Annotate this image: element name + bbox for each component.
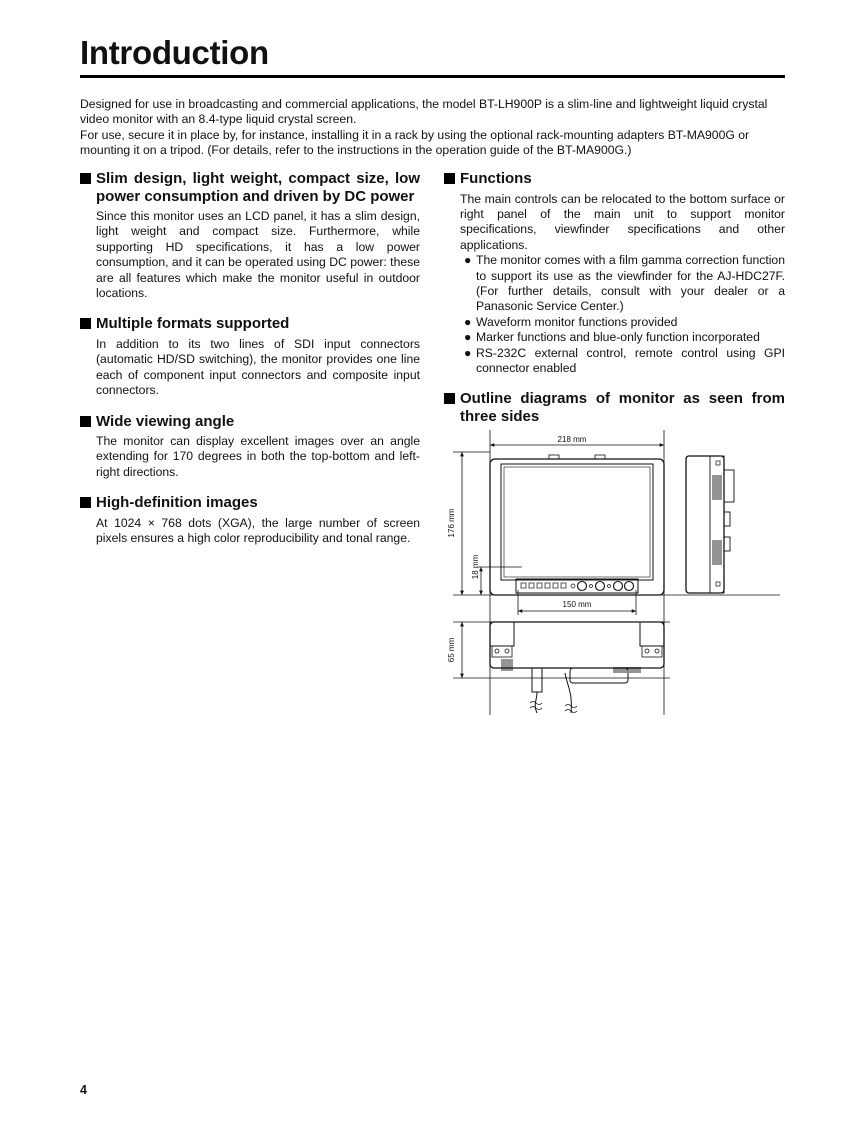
panel-button [561,583,566,588]
section-slim-design [80,170,420,301]
side-view [686,456,734,593]
panel-led [608,585,611,588]
panel-knob [596,582,605,591]
control-buttons [521,582,634,591]
section-body: Since this monitor uses an LCD panel, it has a slim design, light weight and compact size. Furthermore, while supporting HD specifications, it has a low power consumption, and it can be operated using DC power: these are all features which make the monitor useful in outdoor locations. [96,209,420,301]
cable-connector [532,668,542,692]
bullet-dot-icon: ● [464,253,472,268]
mount-hole-icon [655,649,659,653]
side-screw [716,582,720,586]
panel-button [521,583,526,588]
section-heading-text: High-definition images [96,494,258,512]
height-label: 176 mm [447,508,456,538]
bottom-view [490,622,664,713]
square-bullet-icon [80,416,91,427]
width-label: 218 mm [557,435,587,444]
square-bullet-icon [80,497,91,508]
page-title: Introduction [80,34,269,71]
section-body: At 1024 × 768 dots (XGA), the large number of screen pixels ensures a high color reproducibility and tonal range. [96,515,420,546]
outline-diagram [440,425,780,720]
section-wide-viewing-angle [80,413,420,481]
monitor-body [490,459,664,595]
section-body: In addition to its two lines of SDI input connectors (automatic HD/SD switching), the monitor provides one line each of component input connectors and composite input connectors. [96,336,420,398]
section-heading-text: Multiple formats supported [96,315,290,333]
section-multiple-formats [80,315,420,398]
bottom-ear [640,622,664,646]
panel-width-label: 150 mm [562,600,592,609]
list-item [460,315,785,330]
panel-knob [578,582,587,591]
bottom-connector-housing [570,668,628,683]
bottom-ear [490,622,514,646]
list-item-text: RS-232C external control, remote control using GPI connector enabled [476,345,785,375]
section-heading-text: Wide viewing angle [96,412,235,430]
section-body: The main controls can be relocated to the bottom surface or right panel of the main unit to support monitor specifications, viewfinder specifications and other applications. [460,191,785,252]
side-connector [724,512,730,526]
intro [80,97,785,159]
section-heading [80,170,420,205]
side-screw [716,461,720,465]
side-vents [713,475,721,565]
list-item-text: The monitor comes with a film gamma correction function to support its use as the viewfinder for the AJ-HDC27F. (For further details, consult with your dealer or a Panasonic Service Center.) [476,253,785,314]
list-item [460,330,785,345]
monitor-screen [501,464,653,580]
functions-list [460,253,785,376]
section-heading [80,413,420,431]
right-column [444,170,785,439]
side-connector [724,537,730,551]
bullet-dot-icon: ● [464,345,472,360]
bottom-body [490,622,664,668]
list-item-text: Waveform monitor functions provided [476,314,678,329]
panel-button [529,583,534,588]
left-column [80,170,420,561]
panel-button [545,583,550,588]
square-bullet-icon [80,173,91,184]
section-high-definition [80,494,420,546]
square-bullet-icon [80,318,91,329]
panel-button [553,583,558,588]
side-body [686,456,724,593]
side-connector-block [724,470,734,502]
bullet-dot-icon: ● [464,314,472,329]
panel-button [537,583,542,588]
section-heading [444,390,785,425]
list-item-text: Marker functions and blue-only function incorporated [476,330,760,345]
intro-paragraph-1: Designed for use in broadcasting and commercial applications, the model BT-LH900P is a slim-line and lightweight liquid crystal video monitor with an 8.4-type liquid crystal screen. [80,97,768,127]
list-item [460,253,785,315]
section-heading-text: Outline diagrams of monitor as seen from three sides [460,390,785,425]
panel-led [590,585,593,588]
monitor-screen-inner [504,467,650,577]
mount-hole-icon [645,649,649,653]
panel-knob [625,582,634,591]
section-outline-diagrams [444,390,785,425]
panel-led [571,584,575,588]
section-heading [444,170,785,188]
front-view [490,455,664,595]
section-body: The monitor can display excellent images over an angle extending for 170 degrees in both the top-bottom and left-right directions. [96,434,420,479]
panel-knob [614,582,623,591]
section-heading [80,315,420,333]
mount-hole-icon [495,649,499,653]
title-rule [80,75,785,78]
list-item [460,346,785,377]
section-heading-text: Functions [460,170,532,187]
section-heading [80,494,420,512]
section-functions [444,170,785,376]
page-number: 4 [80,1083,87,1097]
bottom-vents [502,659,640,673]
square-bullet-icon [444,173,455,184]
bottom-height-label: 18 mm [471,554,480,580]
section-heading-text: Slim design, light weight, compact size, low power consumption and driven by DC power [96,170,420,205]
depth-label: 65 mm [447,637,456,663]
bullet-dot-icon: ● [464,330,472,345]
square-bullet-icon [444,393,455,404]
intro-paragraph-2: For use, secure it in place by, for instance, installing it in a rack by using the optional rack-mounting adapters BT-MA900G or mounting it on a tripod. (For details, refer to the instructions in the operation guide of the BT-MA900G.) [80,127,750,158]
mount-hole-icon [505,649,509,653]
